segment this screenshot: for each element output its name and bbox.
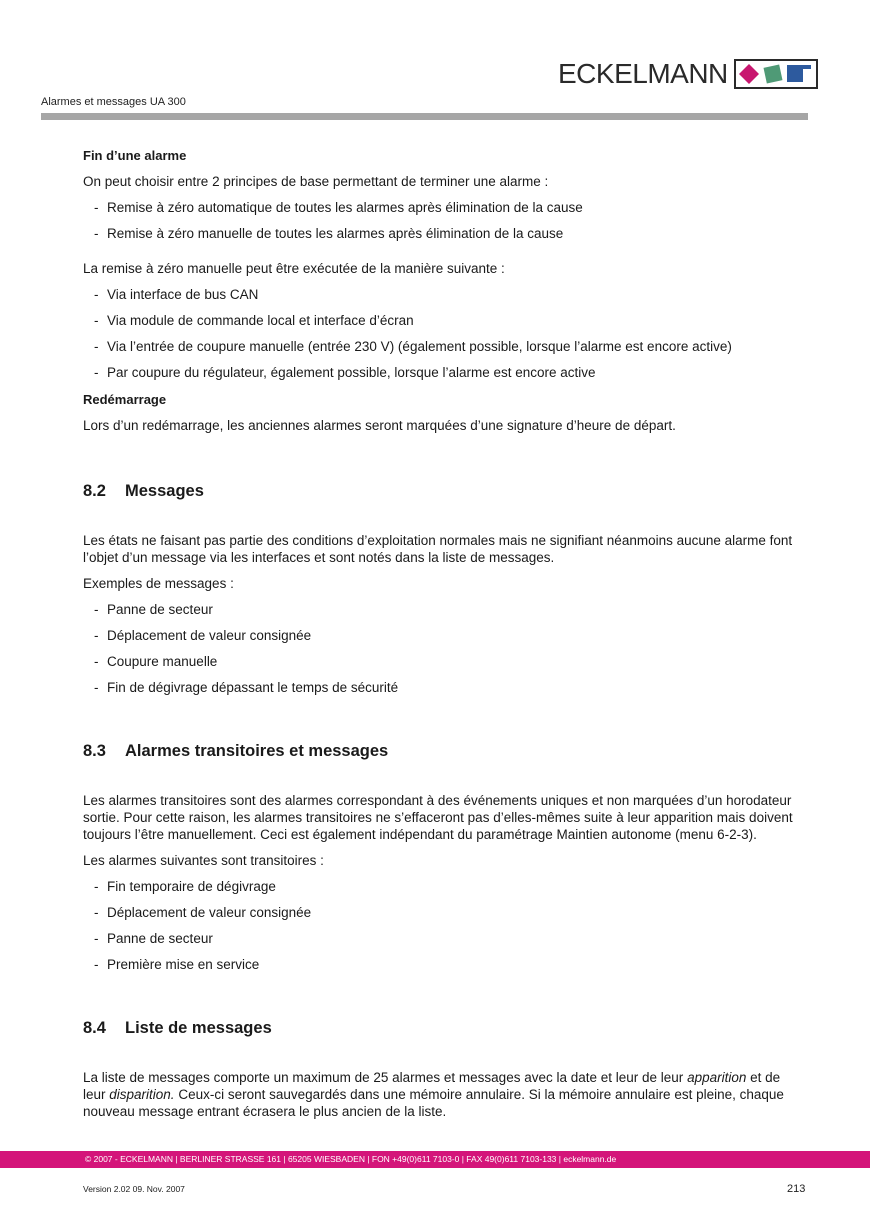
list-item: - Coupure manuelle [94,654,218,669]
paragraph: On peut choisir entre 2 principes de base permettant de terminer une alarme : [83,174,549,189]
header-rule [41,113,808,120]
section-heading-8-3: 8.3 Alarmes transitoires et messages [83,742,389,760]
paragraph: Les alarmes suivantes sont transitoires : [83,853,324,868]
paragraph: Les alarmes transitoires sont des alarmes correspondant à des événements uniques et non marquées d’un horodateur sortie. Pour cette raison, les alarmes transitoires ne s’effaceront pas d’elles-mêmes suite à leur apparition mais doivent toujours l’être manuellement. Ceci est également indépendant du paramétrage Maintien autonome (menu 6-2-3). [83,793,793,842]
list-item: - Panne de secteur [94,931,213,946]
paragraph: Exemples de messages : [83,576,234,591]
list-item: - Panne de secteur [94,602,213,617]
logo-squares-icon [736,61,816,87]
paragraph: Lors d’un redémarrage, les anciennes alarmes seront marquées d’une signature d’heure de départ. [83,418,676,433]
section-heading-8-4: 8.4 Liste de messages [83,1019,272,1037]
bullet-list [83,286,803,381]
bullet-list [83,199,803,242]
page-content [83,147,803,1120]
list-item: - Première mise en service [94,957,260,972]
list-item: - Fin temporaire de dégivrage [94,879,276,894]
brand-logo-mark [734,59,818,89]
list-item: - Par coupure du régulateur, également possible, lorsque l’alarme est encore active [94,365,596,380]
brand-name: ECKELMANN [558,58,728,89]
list-item: - Déplacement de valeur consignée [94,628,312,643]
paragraph: Les états ne faisant pas partie des conditions d’exploitation normales mais ne signifiant néanmoins aucune alarme font l’objet d’un message via les interfaces et sont notés dans la liste de messages. [83,533,793,565]
page-number: 213 [787,1183,806,1195]
section-heading-8-2: 8.2 Messages [83,482,204,500]
list-item: - Via module de commande local et interface d’écran [94,313,414,328]
list-item: - Via l’entrée de coupure manuelle (entrée 230 V) (également possible, lorsque l’alarme est encore active) [94,339,732,354]
heading-fin-alarme: Fin d’une alarme [83,148,187,163]
list-item: - Déplacement de valeur consignée [94,905,312,920]
footer-address: © 2007 - ECKELMANN | BERLINER STRASSE 161 | 65205 WIESBADEN | FON +49(0)611 7103-0 | FAX 49(0)611 7103-133 | eckelmann.de [85,1154,617,1164]
list-item: - Remise à zéro automatique de toutes les alarmes après élimination de la cause [94,200,583,215]
brand-logo [558,58,818,90]
paragraph: La remise à zéro manuelle peut être exécutée de la manière suivante : [83,261,505,276]
list-item: - Fin de dégivrage dépassant le temps de sécurité [94,680,399,695]
version-info: Version 2.02 09. Nov. 2007 [83,1184,185,1194]
paragraph: La liste de messages comporte un maximum de 25 alarmes et messages avec la date et leur de leur apparition et de leur disparition. Ceux-ci seront sauvegardés dans une mémoire annulaire. Si la mémoire annulaire est pleine, chaque nouveau message entrant écrasera le plus ancien de la liste. [83,1070,784,1119]
document-title: Alarmes et messages UA 300 [41,96,186,108]
bullet-list [83,601,803,696]
list-item: - Via interface de bus CAN [94,287,259,302]
bullet-list [83,878,803,973]
list-item: - Remise à zéro manuelle de toutes les alarmes après élimination de la cause [94,226,564,241]
heading-redemarrage: Redémarrage [83,392,167,407]
